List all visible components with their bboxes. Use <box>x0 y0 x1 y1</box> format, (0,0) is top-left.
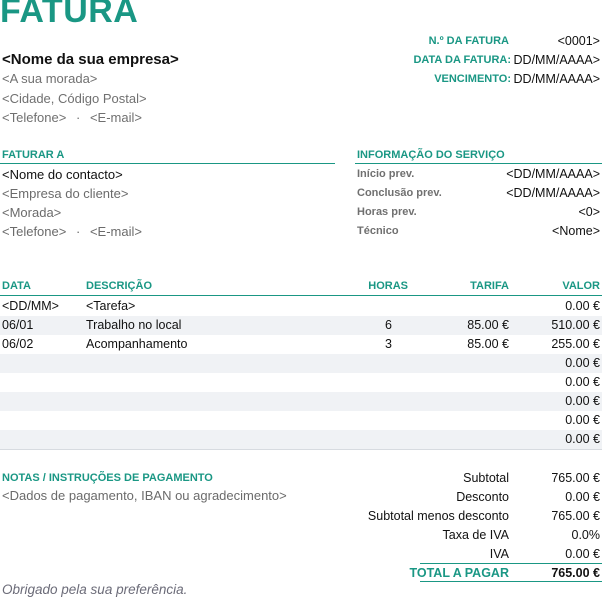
vat-rate-value: 0.0% <box>571 528 600 542</box>
total-due-label: TOTAL A PAGAR <box>409 566 509 580</box>
thank-you-note: Obrigado pela sua preferência. <box>2 582 188 597</box>
col-header-description: DESCRIÇÃO <box>86 280 153 292</box>
bill-to-address: <Morada> <box>2 205 62 220</box>
contact-separator: · <box>75 224 81 239</box>
contact-separator: · <box>75 110 81 125</box>
table-row <box>0 430 602 449</box>
col-header-amount: VALOR <box>562 280 600 292</box>
bill-to-phone: <Telefone> <box>2 224 67 239</box>
table-header-divider <box>0 295 602 296</box>
invoice-title: FATURA <box>0 0 139 30</box>
row-amount: 510.00 € <box>551 318 600 332</box>
total-due-value: 765.00 € <box>551 566 600 580</box>
row-amount: 255.00 € <box>551 337 600 351</box>
row-hours: 6 <box>385 318 392 332</box>
bill-to-email: <E-mail> <box>89 224 142 239</box>
service-info-divider <box>355 163 602 164</box>
table-row <box>0 392 602 411</box>
row-description: Trabalho no local <box>86 318 182 332</box>
subtotal-value: 765.00 € <box>551 471 600 485</box>
total-bottom-divider <box>420 581 602 582</box>
invoice-number-value: <0001> <box>557 34 600 48</box>
invoice-number-label: N.º DA FATURA <box>428 35 509 47</box>
discount-value: 0.00 € <box>565 490 600 504</box>
bill-to-contact-line <box>2 224 142 239</box>
row-amount: 0.00 € <box>565 432 600 446</box>
invoice-date-value: DD/MM/AAAA> <box>513 53 600 67</box>
table-row <box>0 373 602 392</box>
service-hours-label: Horas prev. <box>357 206 417 218</box>
service-start-label: Início prev. <box>357 168 415 180</box>
row-hours: 3 <box>385 337 392 351</box>
row-date: 06/02 <box>2 337 34 351</box>
service-info-heading: INFORMAÇÃO DO SERVIÇO <box>357 149 505 161</box>
vat-value: 0.00 € <box>565 547 600 561</box>
table-row <box>0 316 602 335</box>
service-hours-value: <0> <box>578 205 600 219</box>
company-city: <Cidade, Código Postal> <box>2 91 147 106</box>
row-description: <Tarefa> <box>86 299 136 313</box>
service-technician-label: Técnico <box>357 225 399 237</box>
service-start-value: <DD/MM/AAAA> <box>506 167 600 181</box>
invoice-date-label: DATA DA FATURA: <box>413 54 511 66</box>
due-date-value: DD/MM/AAAA> <box>513 72 600 86</box>
service-end-label: Conclusão prev. <box>357 187 442 199</box>
bill-to-contact: <Nome do contacto> <box>2 167 123 182</box>
bill-to-heading: FATURAR A <box>2 149 65 161</box>
bill-to-company: <Empresa do cliente> <box>2 186 129 201</box>
notes-text: <Dados de pagamento, IBAN ou agradecimento> <box>2 488 287 503</box>
row-description: Acompanhamento <box>86 337 188 351</box>
col-header-hours: HORAS <box>368 280 408 292</box>
total-top-divider <box>420 563 602 564</box>
row-rate: 85.00 € <box>467 318 509 332</box>
notes-heading: NOTAS / INSTRUÇÕES DE PAGAMENTO <box>2 472 213 484</box>
table-row <box>0 354 602 373</box>
company-phone: <Telefone> <box>2 110 67 125</box>
company-email: <E-mail> <box>89 110 142 125</box>
company-name: <Nome da sua empresa> <box>2 51 179 68</box>
vat-rate-label: Taxa de IVA <box>442 528 509 542</box>
vat-label: IVA <box>489 547 509 561</box>
due-date-label: VENCIMENTO: <box>434 73 511 85</box>
row-amount: 0.00 € <box>565 394 600 408</box>
net-subtotal-label: Subtotal menos desconto <box>367 509 509 523</box>
company-contact-line <box>2 110 142 125</box>
subtotal-label: Subtotal <box>463 471 509 485</box>
row-date: 06/01 <box>2 318 34 332</box>
row-amount: 0.00 € <box>565 299 600 313</box>
col-header-rate: TARIFA <box>470 280 509 292</box>
discount-label: Desconto <box>456 490 509 504</box>
row-amount: 0.00 € <box>565 356 600 370</box>
service-end-value: <DD/MM/AAAA> <box>506 186 600 200</box>
bill-to-divider <box>0 163 335 164</box>
col-header-date: DATA <box>2 280 31 292</box>
table-row <box>0 335 602 354</box>
row-amount: 0.00 € <box>565 413 600 427</box>
net-subtotal-value: 765.00 € <box>551 509 600 523</box>
service-technician-value: <Nome> <box>552 224 600 238</box>
table-row <box>0 297 602 316</box>
row-date: <DD/MM> <box>2 299 59 313</box>
table-row <box>0 411 602 430</box>
company-address: <A sua morada> <box>2 71 98 86</box>
row-amount: 0.00 € <box>565 375 600 389</box>
row-rate: 85.00 € <box>467 337 509 351</box>
table-bottom-divider <box>0 449 602 450</box>
